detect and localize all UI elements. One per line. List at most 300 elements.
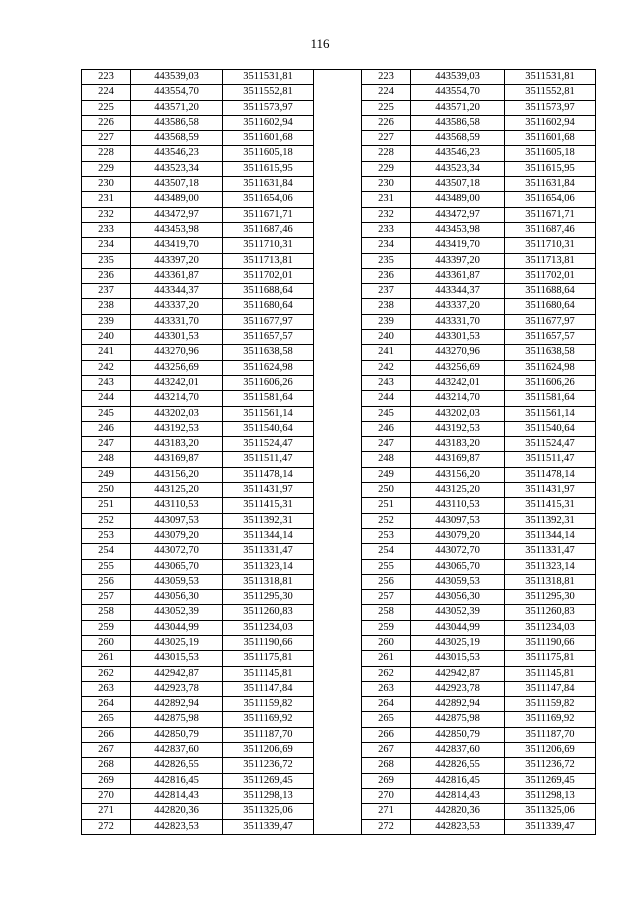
table-row: [82, 375, 596, 390]
column-gap: [314, 498, 362, 513]
table-row: [82, 360, 596, 375]
left-point-number-cell: 223: [82, 70, 131, 85]
column-gap: [314, 314, 362, 329]
right-point-number-cell: 261: [362, 651, 411, 666]
right-x-coordinate-cell: 443419,70: [411, 238, 505, 253]
left-y-coordinate-cell: 3511159,82: [223, 697, 314, 712]
right-y-coordinate-cell: 3511677,97: [505, 314, 596, 329]
column-gap: [314, 253, 362, 268]
left-point-number-cell: 267: [82, 743, 131, 758]
column-gap: [314, 192, 362, 207]
left-x-coordinate-cell: 443546,23: [131, 146, 223, 161]
table-row: [82, 70, 596, 85]
right-y-coordinate-cell: 3511638,58: [505, 345, 596, 360]
right-point-number-cell: 241: [362, 345, 411, 360]
table-row: [82, 314, 596, 329]
left-point-number-cell: 272: [82, 819, 131, 834]
right-point-number-cell: 242: [362, 360, 411, 375]
left-point-number-cell: 266: [82, 727, 131, 742]
column-gap: [314, 727, 362, 742]
table-row: [82, 177, 596, 192]
column-gap: [314, 528, 362, 543]
table-row: [82, 406, 596, 421]
right-x-coordinate-cell: 443337,20: [411, 299, 505, 314]
right-point-number-cell: 226: [362, 115, 411, 130]
left-y-coordinate-cell: 3511318,81: [223, 574, 314, 589]
right-point-number-cell: 249: [362, 467, 411, 482]
left-y-coordinate-cell: 3511145,81: [223, 666, 314, 681]
left-point-number-cell: 265: [82, 712, 131, 727]
left-x-coordinate-cell: 442823,53: [131, 819, 223, 834]
right-x-coordinate-cell: 443025,19: [411, 635, 505, 650]
left-y-coordinate-cell: 3511511,47: [223, 452, 314, 467]
right-x-coordinate-cell: 443169,87: [411, 452, 505, 467]
right-point-number-cell: 227: [362, 131, 411, 146]
left-point-number-cell: 257: [82, 590, 131, 605]
right-y-coordinate-cell: 3511339,47: [505, 819, 596, 834]
right-point-number-cell: 270: [362, 788, 411, 803]
table-row: [82, 727, 596, 742]
right-y-coordinate-cell: 3511298,13: [505, 788, 596, 803]
left-point-number-cell: 226: [82, 115, 131, 130]
table-row: [82, 238, 596, 253]
right-point-number-cell: 260: [362, 635, 411, 650]
table-row: [82, 666, 596, 681]
column-gap: [314, 421, 362, 436]
column-gap: [314, 681, 362, 696]
left-y-coordinate-cell: 3511561,14: [223, 406, 314, 421]
right-point-number-cell: 262: [362, 666, 411, 681]
column-gap: [314, 406, 362, 421]
column-gap: [314, 207, 362, 222]
right-y-coordinate-cell: 3511511,47: [505, 452, 596, 467]
left-y-coordinate-cell: 3511169,92: [223, 712, 314, 727]
table-row: [82, 100, 596, 115]
right-x-coordinate-cell: 443331,70: [411, 314, 505, 329]
column-gap: [314, 467, 362, 482]
left-x-coordinate-cell: 443169,87: [131, 452, 223, 467]
right-y-coordinate-cell: 3511602,94: [505, 115, 596, 130]
left-y-coordinate-cell: 3511147,84: [223, 681, 314, 696]
left-x-coordinate-cell: 443453,98: [131, 222, 223, 237]
right-y-coordinate-cell: 3511145,81: [505, 666, 596, 681]
left-x-coordinate-cell: 443025,19: [131, 635, 223, 650]
coordinates-table: [81, 69, 596, 835]
left-x-coordinate-cell: 443052,39: [131, 605, 223, 620]
right-x-coordinate-cell: 442816,45: [411, 773, 505, 788]
column-gap: [314, 330, 362, 345]
left-point-number-cell: 231: [82, 192, 131, 207]
table-row: [82, 345, 596, 360]
table-row: [82, 498, 596, 513]
right-point-number-cell: 238: [362, 299, 411, 314]
right-y-coordinate-cell: 3511190,66: [505, 635, 596, 650]
column-gap: [314, 437, 362, 452]
right-y-coordinate-cell: 3511415,31: [505, 498, 596, 513]
left-x-coordinate-cell: 443192,53: [131, 421, 223, 436]
right-y-coordinate-cell: 3511615,95: [505, 161, 596, 176]
right-x-coordinate-cell: 442826,55: [411, 758, 505, 773]
right-x-coordinate-cell: 443079,20: [411, 528, 505, 543]
left-x-coordinate-cell: 443507,18: [131, 177, 223, 192]
right-point-number-cell: 223: [362, 70, 411, 85]
right-x-coordinate-cell: 443015,53: [411, 651, 505, 666]
right-x-coordinate-cell: 443539,03: [411, 70, 505, 85]
right-y-coordinate-cell: 3511631,84: [505, 177, 596, 192]
right-point-number-cell: 267: [362, 743, 411, 758]
column-gap: [314, 590, 362, 605]
column-gap: [314, 100, 362, 115]
right-x-coordinate-cell: 443361,87: [411, 268, 505, 283]
left-point-number-cell: 245: [82, 406, 131, 421]
column-gap: [314, 743, 362, 758]
left-point-number-cell: 251: [82, 498, 131, 513]
table-row: [82, 513, 596, 528]
left-x-coordinate-cell: 442826,55: [131, 758, 223, 773]
left-x-coordinate-cell: 443344,37: [131, 284, 223, 299]
table-row: [82, 85, 596, 100]
right-y-coordinate-cell: 3511688,64: [505, 284, 596, 299]
left-x-coordinate-cell: 442816,45: [131, 773, 223, 788]
table-row: [82, 574, 596, 589]
right-point-number-cell: 240: [362, 330, 411, 345]
column-gap: [314, 85, 362, 100]
left-x-coordinate-cell: 443301,53: [131, 330, 223, 345]
right-y-coordinate-cell: 3511331,47: [505, 544, 596, 559]
left-point-number-cell: 260: [82, 635, 131, 650]
left-y-coordinate-cell: 3511680,64: [223, 299, 314, 314]
column-gap: [314, 238, 362, 253]
left-point-number-cell: 261: [82, 651, 131, 666]
left-point-number-cell: 228: [82, 146, 131, 161]
left-x-coordinate-cell: 442892,94: [131, 697, 223, 712]
left-y-coordinate-cell: 3511234,03: [223, 620, 314, 635]
left-point-number-cell: 237: [82, 284, 131, 299]
table-row: [82, 131, 596, 146]
column-gap: [314, 620, 362, 635]
left-y-coordinate-cell: 3511269,45: [223, 773, 314, 788]
right-x-coordinate-cell: 443397,20: [411, 253, 505, 268]
right-x-coordinate-cell: 443125,20: [411, 483, 505, 498]
left-point-number-cell: 249: [82, 467, 131, 482]
right-y-coordinate-cell: 3511680,64: [505, 299, 596, 314]
right-point-number-cell: 236: [362, 268, 411, 283]
left-point-number-cell: 234: [82, 238, 131, 253]
table-row: [82, 819, 596, 834]
right-x-coordinate-cell: 443301,53: [411, 330, 505, 345]
table-row: [82, 528, 596, 543]
left-x-coordinate-cell: 442814,43: [131, 788, 223, 803]
left-x-coordinate-cell: 443242,01: [131, 375, 223, 390]
right-point-number-cell: 252: [362, 513, 411, 528]
left-point-number-cell: 233: [82, 222, 131, 237]
left-point-number-cell: 253: [82, 528, 131, 543]
right-point-number-cell: 259: [362, 620, 411, 635]
left-x-coordinate-cell: 443539,03: [131, 70, 223, 85]
left-x-coordinate-cell: 443183,20: [131, 437, 223, 452]
right-x-coordinate-cell: 443489,00: [411, 192, 505, 207]
left-x-coordinate-cell: 443110,53: [131, 498, 223, 513]
left-x-coordinate-cell: 443056,30: [131, 590, 223, 605]
left-y-coordinate-cell: 3511431,97: [223, 483, 314, 498]
left-point-number-cell: 247: [82, 437, 131, 452]
left-point-number-cell: 230: [82, 177, 131, 192]
table-row: [82, 421, 596, 436]
left-y-coordinate-cell: 3511710,31: [223, 238, 314, 253]
left-y-coordinate-cell: 3511688,64: [223, 284, 314, 299]
left-point-number-cell: 252: [82, 513, 131, 528]
right-x-coordinate-cell: 443065,70: [411, 559, 505, 574]
right-point-number-cell: 246: [362, 421, 411, 436]
left-x-coordinate-cell: 443489,00: [131, 192, 223, 207]
left-y-coordinate-cell: 3511671,71: [223, 207, 314, 222]
left-x-coordinate-cell: 442923,78: [131, 681, 223, 696]
column-gap: [314, 115, 362, 130]
left-x-coordinate-cell: 443523,34: [131, 161, 223, 176]
column-gap: [314, 268, 362, 283]
column-gap: [314, 146, 362, 161]
left-point-number-cell: 262: [82, 666, 131, 681]
table-row: [82, 268, 596, 283]
left-point-number-cell: 256: [82, 574, 131, 589]
left-y-coordinate-cell: 3511602,94: [223, 115, 314, 130]
right-y-coordinate-cell: 3511561,14: [505, 406, 596, 421]
right-y-coordinate-cell: 3511392,31: [505, 513, 596, 528]
right-point-number-cell: 256: [362, 574, 411, 589]
right-y-coordinate-cell: 3511606,26: [505, 375, 596, 390]
right-point-number-cell: 263: [362, 681, 411, 696]
column-gap: [314, 605, 362, 620]
column-gap: [314, 758, 362, 773]
left-y-coordinate-cell: 3511175,81: [223, 651, 314, 666]
table-row: [82, 207, 596, 222]
left-y-coordinate-cell: 3511638,58: [223, 345, 314, 360]
table-row: [82, 161, 596, 176]
left-point-number-cell: 271: [82, 804, 131, 819]
column-gap: [314, 544, 362, 559]
column-gap: [314, 299, 362, 314]
right-point-number-cell: 230: [362, 177, 411, 192]
right-y-coordinate-cell: 3511431,97: [505, 483, 596, 498]
right-point-number-cell: 247: [362, 437, 411, 452]
right-point-number-cell: 234: [362, 238, 411, 253]
column-gap: [314, 70, 362, 85]
left-y-coordinate-cell: 3511601,68: [223, 131, 314, 146]
left-y-coordinate-cell: 3511702,01: [223, 268, 314, 283]
table-row: [82, 605, 596, 620]
right-x-coordinate-cell: 443523,34: [411, 161, 505, 176]
right-point-number-cell: 239: [362, 314, 411, 329]
right-point-number-cell: 235: [362, 253, 411, 268]
left-point-number-cell: 269: [82, 773, 131, 788]
right-x-coordinate-cell: 443586,58: [411, 115, 505, 130]
right-point-number-cell: 257: [362, 590, 411, 605]
left-x-coordinate-cell: 443044,99: [131, 620, 223, 635]
right-y-coordinate-cell: 3511540,64: [505, 421, 596, 436]
left-point-number-cell: 241: [82, 345, 131, 360]
right-y-coordinate-cell: 3511318,81: [505, 574, 596, 589]
left-x-coordinate-cell: 443202,03: [131, 406, 223, 421]
left-y-coordinate-cell: 3511605,18: [223, 146, 314, 161]
column-gap: [314, 345, 362, 360]
left-y-coordinate-cell: 3511478,14: [223, 467, 314, 482]
column-gap: [314, 574, 362, 589]
left-x-coordinate-cell: 443125,20: [131, 483, 223, 498]
left-x-coordinate-cell: 443397,20: [131, 253, 223, 268]
right-point-number-cell: 264: [362, 697, 411, 712]
right-x-coordinate-cell: 443097,53: [411, 513, 505, 528]
right-point-number-cell: 243: [362, 375, 411, 390]
column-gap: [314, 635, 362, 650]
left-x-coordinate-cell: 443419,70: [131, 238, 223, 253]
left-y-coordinate-cell: 3511524,47: [223, 437, 314, 452]
left-point-number-cell: 236: [82, 268, 131, 283]
left-y-coordinate-cell: 3511540,64: [223, 421, 314, 436]
right-x-coordinate-cell: 443156,20: [411, 467, 505, 482]
right-x-coordinate-cell: 443568,59: [411, 131, 505, 146]
left-point-number-cell: 268: [82, 758, 131, 773]
right-x-coordinate-cell: 442850,79: [411, 727, 505, 742]
table-row: [82, 620, 596, 635]
right-x-coordinate-cell: 442875,98: [411, 712, 505, 727]
left-x-coordinate-cell: 443337,20: [131, 299, 223, 314]
right-x-coordinate-cell: 443256,69: [411, 360, 505, 375]
table-row: [82, 773, 596, 788]
table-row: [82, 452, 596, 467]
table-row: [82, 115, 596, 130]
right-point-number-cell: 229: [362, 161, 411, 176]
column-gap: [314, 483, 362, 498]
right-point-number-cell: 253: [362, 528, 411, 543]
left-x-coordinate-cell: 443472,97: [131, 207, 223, 222]
table-row: [82, 544, 596, 559]
left-x-coordinate-cell: 442850,79: [131, 727, 223, 742]
right-y-coordinate-cell: 3511573,97: [505, 100, 596, 115]
right-x-coordinate-cell: 443554,70: [411, 85, 505, 100]
right-y-coordinate-cell: 3511710,31: [505, 238, 596, 253]
right-x-coordinate-cell: 443202,03: [411, 406, 505, 421]
column-gap: [314, 360, 362, 375]
right-y-coordinate-cell: 3511657,57: [505, 330, 596, 345]
left-point-number-cell: 242: [82, 360, 131, 375]
column-gap: [314, 222, 362, 237]
column-gap: [314, 161, 362, 176]
right-x-coordinate-cell: 443214,70: [411, 391, 505, 406]
column-gap: [314, 788, 362, 803]
right-x-coordinate-cell: 442942,87: [411, 666, 505, 681]
right-point-number-cell: 248: [362, 452, 411, 467]
right-y-coordinate-cell: 3511323,14: [505, 559, 596, 574]
left-y-coordinate-cell: 3511657,57: [223, 330, 314, 345]
column-gap: [314, 819, 362, 834]
left-y-coordinate-cell: 3511552,81: [223, 85, 314, 100]
table-row: [82, 804, 596, 819]
left-point-number-cell: 258: [82, 605, 131, 620]
right-x-coordinate-cell: 442892,94: [411, 697, 505, 712]
table-row: [82, 788, 596, 803]
left-point-number-cell: 239: [82, 314, 131, 329]
left-point-number-cell: 244: [82, 391, 131, 406]
column-gap: [314, 773, 362, 788]
right-x-coordinate-cell: 443546,23: [411, 146, 505, 161]
left-y-coordinate-cell: 3511260,83: [223, 605, 314, 620]
right-y-coordinate-cell: 3511605,18: [505, 146, 596, 161]
right-point-number-cell: 232: [362, 207, 411, 222]
right-x-coordinate-cell: 443110,53: [411, 498, 505, 513]
table-row: [82, 284, 596, 299]
left-x-coordinate-cell: 443571,20: [131, 100, 223, 115]
right-y-coordinate-cell: 3511552,81: [505, 85, 596, 100]
left-point-number-cell: 240: [82, 330, 131, 345]
left-y-coordinate-cell: 3511187,70: [223, 727, 314, 742]
left-y-coordinate-cell: 3511392,31: [223, 513, 314, 528]
right-x-coordinate-cell: 443571,20: [411, 100, 505, 115]
right-point-number-cell: 255: [362, 559, 411, 574]
table-row: [82, 697, 596, 712]
right-y-coordinate-cell: 3511671,71: [505, 207, 596, 222]
left-y-coordinate-cell: 3511581,64: [223, 391, 314, 406]
column-gap: [314, 177, 362, 192]
left-x-coordinate-cell: 443554,70: [131, 85, 223, 100]
right-point-number-cell: 265: [362, 712, 411, 727]
table-row: [82, 253, 596, 268]
left-x-coordinate-cell: 443568,59: [131, 131, 223, 146]
right-x-coordinate-cell: 443472,97: [411, 207, 505, 222]
left-y-coordinate-cell: 3511298,13: [223, 788, 314, 803]
column-gap: [314, 712, 362, 727]
table-row: [82, 467, 596, 482]
right-y-coordinate-cell: 3511206,69: [505, 743, 596, 758]
right-point-number-cell: 250: [362, 483, 411, 498]
left-point-number-cell: 227: [82, 131, 131, 146]
left-y-coordinate-cell: 3511531,81: [223, 70, 314, 85]
table-row: [82, 146, 596, 161]
right-y-coordinate-cell: 3511260,83: [505, 605, 596, 620]
right-x-coordinate-cell: 443044,99: [411, 620, 505, 635]
left-x-coordinate-cell: 443214,70: [131, 391, 223, 406]
right-point-number-cell: 233: [362, 222, 411, 237]
left-x-coordinate-cell: 443270,96: [131, 345, 223, 360]
right-x-coordinate-cell: 443507,18: [411, 177, 505, 192]
left-point-number-cell: 263: [82, 681, 131, 696]
table-row: [82, 330, 596, 345]
column-gap: [314, 375, 362, 390]
column-gap: [314, 804, 362, 819]
right-y-coordinate-cell: 3511175,81: [505, 651, 596, 666]
left-y-coordinate-cell: 3511344,14: [223, 528, 314, 543]
right-y-coordinate-cell: 3511159,82: [505, 697, 596, 712]
right-y-coordinate-cell: 3511187,70: [505, 727, 596, 742]
right-point-number-cell: 228: [362, 146, 411, 161]
right-y-coordinate-cell: 3511531,81: [505, 70, 596, 85]
left-x-coordinate-cell: 443072,70: [131, 544, 223, 559]
table-row: [82, 712, 596, 727]
left-y-coordinate-cell: 3511631,84: [223, 177, 314, 192]
right-y-coordinate-cell: 3511325,06: [505, 804, 596, 819]
right-x-coordinate-cell: 443052,39: [411, 605, 505, 620]
right-x-coordinate-cell: 443453,98: [411, 222, 505, 237]
left-point-number-cell: 238: [82, 299, 131, 314]
left-point-number-cell: 250: [82, 483, 131, 498]
table-row: [82, 681, 596, 696]
right-point-number-cell: 271: [362, 804, 411, 819]
left-x-coordinate-cell: 443015,53: [131, 651, 223, 666]
right-x-coordinate-cell: 443072,70: [411, 544, 505, 559]
left-y-coordinate-cell: 3511606,26: [223, 375, 314, 390]
column-gap: [314, 513, 362, 528]
right-y-coordinate-cell: 3511687,46: [505, 222, 596, 237]
column-gap: [314, 452, 362, 467]
